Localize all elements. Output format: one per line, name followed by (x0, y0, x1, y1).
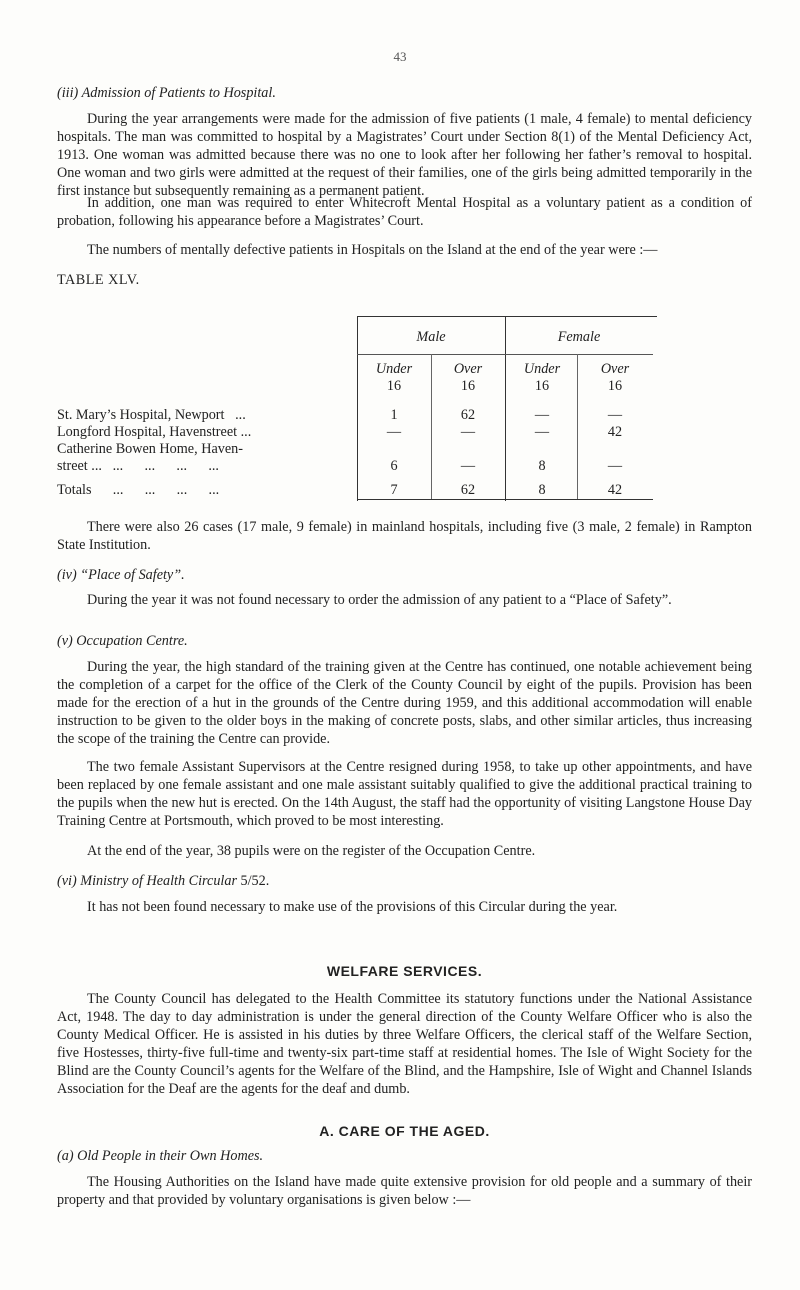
section-vi-heading (57, 872, 269, 890)
paragraph: At the end of the year, 38 pupils were on the register of the Occupation Centre. (87, 843, 536, 859)
subheader-male-under-age: 16 (386, 378, 402, 394)
cell: 42 (607, 424, 623, 440)
subheader-female-under: Under (523, 361, 561, 377)
section-iii (57, 84, 752, 102)
paragraph: There were also 26 cases (17 male, 9 female) in mainland hospitals, including five (3 male, 2 female) in Rampton State Institution. (57, 519, 752, 553)
row-dots: ... ... ... ... (112, 482, 220, 498)
cell: — (386, 424, 402, 440)
paragraph: It has not been found necessary to make use of the provisions of this Circular during the year. (87, 899, 618, 915)
subsection-a-heading (57, 1147, 263, 1165)
cell: — (460, 424, 476, 440)
section-label: (a) (57, 1148, 74, 1164)
row-label-text: St. Mary’s Hospital, Newport (57, 407, 225, 423)
cell: — (607, 407, 623, 423)
row-dots: ... (235, 407, 246, 423)
section-v-heading (57, 632, 188, 650)
paragraph: During the year, the high standard of the training given at the Centre has continued, one notable achievement being the completion of a carpet for the office of the Clerk of the County Council by eight of the pupils. Provision has been made for the erection of a hut in the grounds of the Centre during 1959, and this additional accommodation will enable instruction to be given to the older boys in the making of concrete posts, slabs, and other similar articles, thus increasing the scope of the training the Centre can provide. (57, 659, 752, 747)
section-label: (iv) (57, 567, 77, 583)
row-label: Catherine Bowen Home, Haven- (57, 441, 243, 457)
section-title: Ministry of Health Circular (80, 873, 237, 889)
paragraph: The two female Assistant Supervisors at the Centre resigned during 1958, to take up other appointments, and have been replaced by one female assistant and one male assistant suitably qualified to give the additional practical training to the pupils when the new hut is erected. On the 14th August, the staff had the opportunity of visiting Langstone House Day Training Centre at Portsmouth, which proved to be most interesting. (57, 759, 752, 829)
total-cell: 8 (538, 482, 546, 498)
row-dots: ... ... ... ... (112, 458, 219, 474)
row-label-cont (57, 457, 219, 475)
row-label (57, 406, 246, 424)
row-label: Longford Hospital, Havenstreet ... (57, 424, 252, 440)
section-label: (iii) (57, 85, 82, 101)
cell: 1 (390, 407, 398, 423)
subheader-male-over-age: 16 (460, 378, 476, 394)
cell: — (534, 424, 550, 440)
cell: 8 (538, 458, 546, 474)
subheader-male-under: Under (375, 361, 413, 377)
section-title: Admission of Patients to Hospital. (81, 85, 276, 101)
total-cell: 42 (607, 482, 623, 498)
section-title-suffix: 5/52. (240, 873, 270, 889)
subheader-female-over-age: 16 (607, 378, 623, 394)
female-header: Female (557, 329, 601, 345)
total-cell: 7 (390, 482, 398, 498)
subheader-male-over: Over (453, 361, 483, 377)
cell: — (607, 458, 623, 474)
paragraph: The Housing Authorities on the Island have made quite extensive provision for old people and a summary of their property and that provided by voluntary organisations is given below :— (57, 1174, 752, 1208)
table-top-rule (357, 316, 657, 317)
cell: 6 (390, 458, 398, 474)
total-cell: 62 (460, 482, 476, 498)
paragraph: The County Council has delegated to the Health Committee its statutory functions under the National Assistance Act, 1948. The day to day administration is under the general direction of the County Welfare Officer who is also the County Medical Officer. He is assisted in his duties by three Welfare Officers, the clerical staff of the Welfare Section, five Hostesses, thirty-five full-time and twenty-six part-time staff at residential homes. The Isle of Wight Society for the Blind are the County Council’s agents for the Welfare of the Blind, and the Hampshire, Isle of Wight and Channel Islands Association for the Deaf are the agents for the deaf and dumb. (57, 991, 752, 1097)
section-title: Old People in their Own Homes. (77, 1148, 264, 1164)
section-title: Occupation Centre. (76, 633, 188, 649)
male-header: Male (416, 329, 446, 345)
table-xlv (57, 316, 752, 501)
section-label: (v) (57, 633, 73, 649)
section-title: “Place of Safety”. (80, 567, 185, 583)
table-title: TABLE XLV. (57, 272, 140, 288)
cell: — (460, 458, 476, 474)
paragraph: The numbers of mentally defective patients in Hospitals on the Island at the end of the year were :— (87, 242, 658, 258)
totals-label (57, 481, 219, 499)
row-label-text: street ... (57, 458, 102, 474)
section-label: (vi) (57, 873, 77, 889)
paragraph: During the year it was not found necessary to order the admission of any patient to a “Place of Safety”. (87, 592, 672, 608)
care-heading: A. CARE OF THE AGED. (319, 1123, 490, 1139)
paragraph: In addition, one man was required to enter Whitecroft Mental Hospital as a voluntary patient as a condition of probation, following his appearance before a Magistrates’ Court. (57, 195, 752, 229)
cell: — (534, 407, 550, 423)
cell: 62 (460, 407, 476, 423)
subheader-female-over: Over (600, 361, 630, 377)
section-iii-heading (57, 84, 752, 102)
paragraph: During the year arrangements were made for the admission of five patients (1 male, 4 female) to mental deficiency hospitals. The man was committed to hospital by a Magistrates’ Court under Section 8(1) of the Mental Deficiency Act, 1913. One woman was admitted because there was no one to look after her following her father’s removal to hospital. One woman and two girls were admitted at the request of their families, one of the girls being admitted temporarily in the first instance but subsequently remaining as a permanent patient. (57, 111, 752, 199)
welfare-heading: WELFARE SERVICES. (326, 963, 483, 979)
table-bottom-rule (357, 499, 653, 500)
subheader-female-under-age: 16 (534, 378, 550, 394)
page-number: 43 (393, 49, 407, 64)
table-subheader-rule (357, 354, 653, 355)
totals-label-text: Totals (57, 482, 92, 498)
section-iv-heading (57, 566, 185, 584)
